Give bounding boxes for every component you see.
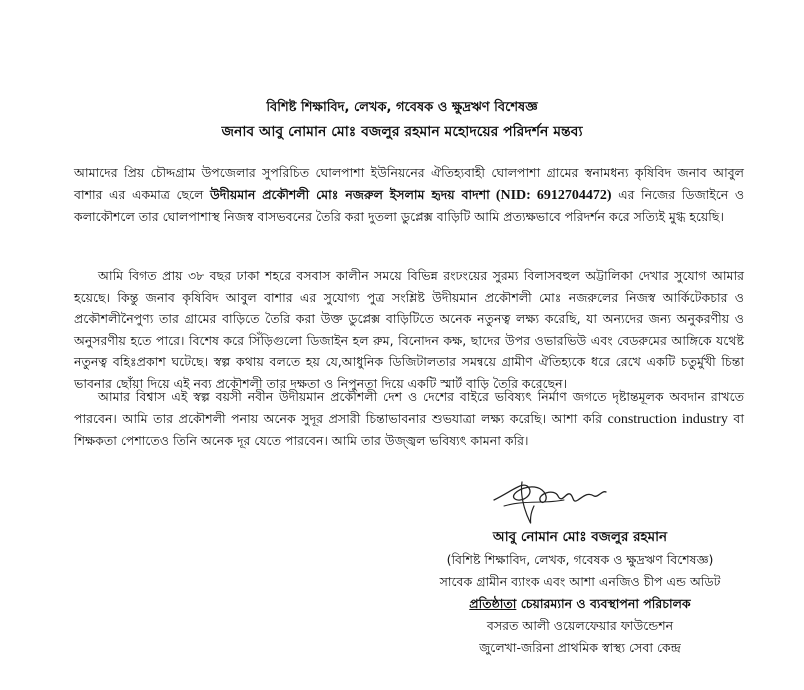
paragraph-3-text-a: আমার বিশ্বাস এই স্বল্প বয়সী নবীন উদীয়মান প্রকৌশলী দেশ ও দেশের বাইরে ভবিষ্যৎ নির্মাণ জগতে দৃষ্টান্তমূলক অবদান রাখতে পারবেন। আমি তার প্রকৌশলী পনায় অনেক সুদূর প্রসারী চিন্তাভাবনার শুভযাত্রা লক্ষ্য করেছি। আশা করি	[74, 389, 744, 426]
signatory-foundation: বসরত আলী ওয়েলফেয়ার ফাউন্ডেশন	[486, 618, 674, 633]
signatory-health-center: জুলেখা-জরিনা প্রাথমিক স্বাস্থ্য সেবা কেন্দ্র	[479, 640, 681, 655]
paragraph-3	[74, 386, 744, 452]
signatory-founder-role	[380, 593, 780, 614]
signatory-former-role: সাবেক গ্রামীন ব্যাংক এবং আশা এনজিও চীপ এন্ড অডিট	[439, 574, 721, 589]
handwritten-signature	[484, 470, 634, 530]
paragraph-1-engineer-name: উদীয়মান প্রকৌশলী মোঃ নজরুল ইসলাম হৃদয় বাদশা	[210, 186, 490, 202]
founder-role-rest: চেয়ারম্যান ও ব্যবস্থাপনা পরিচালক	[516, 596, 691, 611]
signatory-credentials: (বিশিষ্ট শিক্ষাবিদ, লেখক, গবেষক ও ক্ষুদ্রঋণ বিশেষজ্ঞ)	[446, 552, 714, 567]
paragraph-3-english-phrase: construction industry	[607, 411, 728, 427]
heading-subtitle: বিশিষ্ট শিক্ষাবিদ, লেখক, গবেষক ও ক্ষুদ্রঋণ বিশেষজ্ঞ	[266, 100, 538, 115]
paragraph-2: আমি বিগত প্রায় ৩৮ বছর ঢাকা শহরে বসবাস কালীন সময়ে বিভিন্ন রংঢংয়ের সুরম্য বিলাসবহুল অট্টালিকা দেখার সুযোগ আমার হয়েছে। কিন্তু জনাব কৃষিবিদ আবুল বাশার এর সুযোগ্য পুত্র সংশ্লিষ্ট উদীয়মান প্রকৌশলী মোঃ নজরুলের নিজস্ব আর্কিটেকচার ও প্রকৌশলীনৈপুণ্য তার গ্রামের বাড়িতে তৈরি করা উক্ত ডুপ্লেক্স বাড়িটিতে অনেক নতুনত্ব লক্ষ্য করেছি, যা অন্যদের জন্য অনুকরণীয় ও অনুসরণীয় হতে পারে। বিশেষ করে সিঁড়িগুলো ডিজাইন হল রুম, বিনোদন কক্ষ, ছাদের উপর ওভারভিউ এবং বেডরুমের আঙ্গিকে যথেষ্ট নতুনত্ব বহিঃপ্রকাশ ঘটেছে। স্বল্প কথায় বলতে হয় যে,আধুনিক ডিজিটালতার সমন্বয়ে গ্রামীণ ঐতিহ্যকে ধরে রেখে একটি চতুর্মুখী চিন্তা ভাবনার ছোঁয়া দিয়ে এই নব্য প্রকৌশলী তার দক্ষতা ও নিপুনতা দিয়ে একটি স্মার্ট বাড়ি তৈরি করেছেন।	[74, 268, 744, 391]
paragraph-1-nid: (NID: 6912704472)	[489, 187, 612, 203]
founder-label: প্রতিষ্ঠাতা	[469, 596, 517, 611]
paragraph-1-text-b: এর নিজের ডিজাইনে ও কলাকৌশলে তার ঘোলপাশাস্থ নিজস্ব বাসভবনের তৈরি করা দুতলা ডুপ্লেক্স বাড়িটি আমি প্রত্যক্ষভাবে পরিদর্শন করে সত্যিই মুগ্ধ হয়েছি।	[74, 186, 745, 224]
paragraph-3-text-b: বা শিক্ষকতা পেশাতেও তিনি অনেক দূর যেতে পারবেন। আমি তার উজ্জ্বল ভবিষ্যৎ কামনা করি।	[74, 410, 744, 448]
paragraph-1-text-a: আমাদের প্রিয় চৌদ্দগ্রাম উপজেলার সুপরিচিত ঘোলপাশা ইউনিয়নের ঐতিহ্যবাহী ঘোলপাশা গ্রামের স্বনামধন্য কৃষিবিদ জনাব আবুল বাশার এর একমাত্র ছেলে	[74, 165, 744, 202]
signatory-name: আবু নোমান মোঃ বজলুর রহমান	[492, 529, 668, 545]
heading-title: জনাব আবু নোমান মোঃ বজলুর রহমান মহোদয়ের পরিদর্শন মন্তব্য	[221, 124, 583, 140]
paragraph-1	[74, 162, 744, 228]
